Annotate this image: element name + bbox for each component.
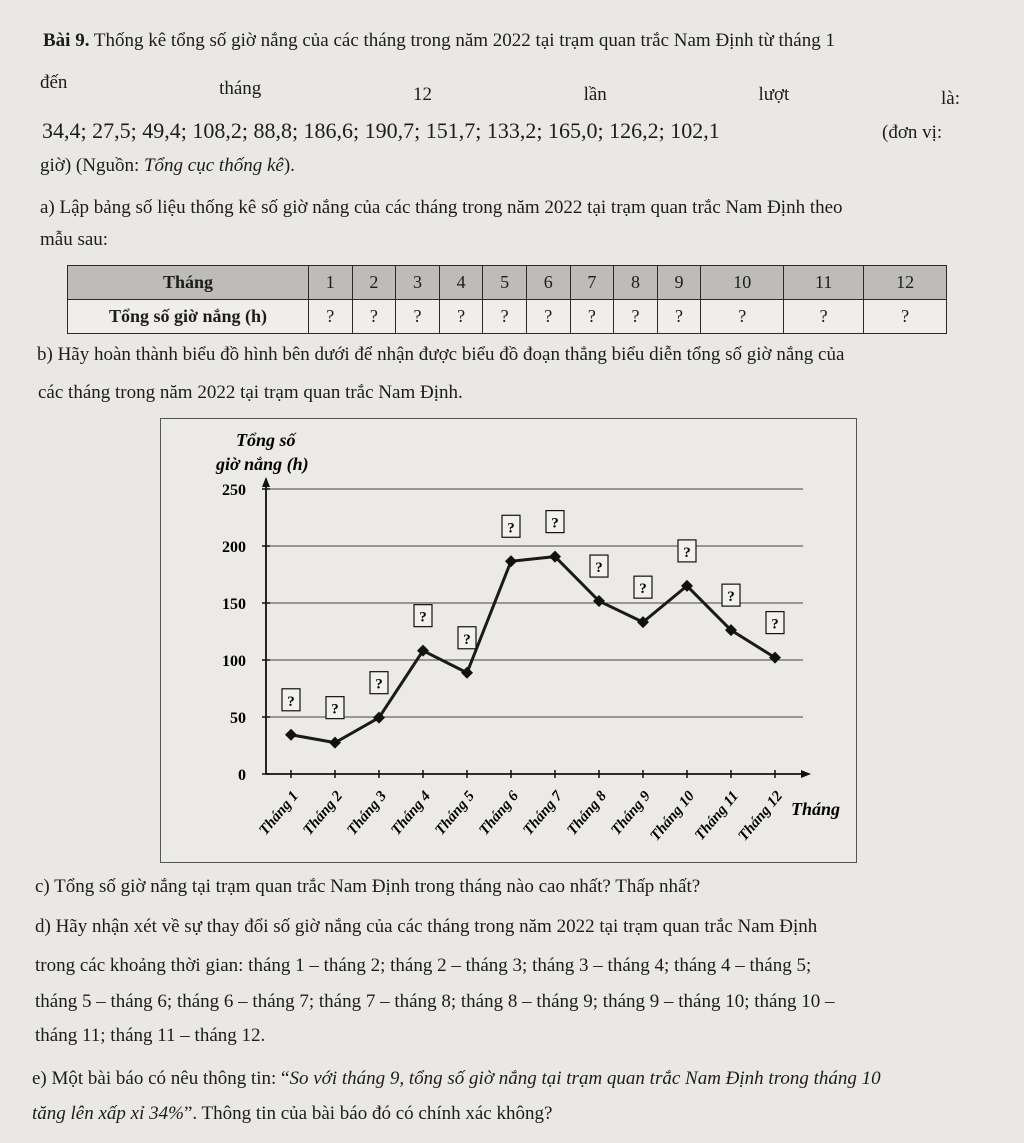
x-tick-label: Tháng 12 [735,788,787,845]
data-point [461,667,473,679]
y-tick-label: 150 [222,596,246,613]
table-cell-hours: ? [864,300,947,334]
table-cell-hours: ? [701,300,784,334]
values-line [42,118,720,144]
x-tick-label: Tháng 1 [256,788,303,839]
part-e-line-1 [32,1068,881,1090]
table-cell-month: 12 [864,266,947,300]
table-cell-month: 7 [570,266,614,300]
line-chart [160,418,857,863]
data-point [505,555,517,567]
table-row-hours [68,300,947,334]
data-label: ? [463,631,471,648]
y-axis-arrow [262,477,270,487]
x-tick-label: Tháng 6 [476,788,523,839]
table-cell-hours: ? [352,300,396,334]
x-tick-label: Tháng 11 [692,788,743,844]
unit-text: (đơn vị: [882,122,943,143]
table-cell-month: 2 [352,266,396,300]
table-cell-month: 5 [483,266,527,300]
intro-word: là: [940,88,960,109]
x-tick-label: Tháng 9 [608,788,655,839]
table-row-months [68,266,947,300]
line-chart-svg [161,419,856,862]
part-d-line-2: trong các khoảng thời gian: tháng 1 – tháng 2; tháng 2 – tháng 3; tháng 3 – tháng 4; tháng 4 – tháng 5; [35,955,812,976]
table-header-month: Tháng [68,266,309,300]
part-e-line-2 [32,1103,552,1125]
y-axis-label-2: giờ nắng (h) [216,454,309,474]
x-tick-label: Tháng 2 [300,788,347,839]
intro-word: tháng [219,78,262,99]
table-cell-month: 4 [439,266,483,300]
part-a-line-1: a) Lập bảng số liệu thống kê số giờ nắng của các tháng trong năm 2022 tại trạm quan trắc Nam Định theo [40,197,843,218]
part-e-quote-1: So với tháng 9, tổng số giờ nắng tại trạm quan trắc Nam Định trong tháng 10 [289,1068,881,1089]
part-d-line-1: d) Hãy nhận xét về sự thay đổi số giờ nắng của các tháng trong năm 2022 tại trạm quan trắc Nam Định [35,916,818,937]
source-suffix: ). [283,155,295,176]
table-header-hours: Tổng số giờ nắng (h) [68,300,309,334]
x-axis-arrow [801,770,811,778]
intro-line-1 [43,30,835,52]
data-label: ? [331,701,339,718]
source-prefix: giờ) (Nguồn: [40,155,144,176]
table-cell-month: 6 [526,266,570,300]
data-label: ? [419,609,427,626]
y-tick-label: 200 [222,539,246,556]
table-cell-month: 11 [784,266,864,300]
table-cell-hours: ? [439,300,483,334]
source-line [40,155,295,177]
data-label: ? [375,676,383,693]
part-d-line-4: tháng 11; tháng 11 – tháng 12. [35,1025,266,1046]
table-cell-month: 8 [614,266,658,300]
table-cell-hours: ? [570,300,614,334]
intro-word: lượt [758,84,790,105]
data-label: ? [639,581,647,598]
x-tick-label: Tháng 5 [432,788,479,839]
data-label: ? [595,560,603,577]
intro-word: 12 [412,84,432,105]
part-c: c) Tổng số giờ nắng tại trạm quan trắc Nam Định trong tháng nào cao nhất? Thấp nhất? [35,876,701,897]
y-tick-label: 100 [222,653,246,670]
data-label: ? [551,515,559,532]
table-cell-hours: ? [657,300,701,334]
x-tick-label: Tháng 4 [388,788,435,839]
sunshine-values: 34,4; 27,5; 49,4; 108,2; 88,8; 186,6; 190,7; 151,7; 133,2; 165,0; 126,2; 102,1 [42,118,720,143]
part-e-suffix: ”. Thông tin của bài báo đó có chính xác không? [183,1103,553,1124]
intro-line-2 [40,72,960,109]
data-point [285,729,297,741]
part-e-quote-2: tăng lên xấp xỉ 34% [32,1103,184,1124]
series-line [291,557,775,743]
data-label: ? [683,544,691,561]
data-label: ? [771,616,779,633]
x-tick-label: Tháng 3 [344,788,391,839]
y-axis-label-1: Tổng số [236,430,296,450]
x-tick-label: Tháng 7 [520,788,567,839]
table-cell-hours: ? [309,300,353,334]
x-axis-label: Tháng [791,799,841,819]
problem-title: Bài 9. [43,30,90,51]
table-cell-month: 9 [657,266,701,300]
table-cell-hours: ? [483,300,527,334]
data-label: ? [507,520,515,537]
source-name: Tổng cục thống kê [143,155,284,176]
y-tick-label: 0 [238,767,246,784]
table-cell-hours: ? [784,300,864,334]
y-tick-label: 50 [230,710,246,727]
intro-word: lần [583,84,607,105]
statistics-table [67,265,947,334]
table-cell-month: 1 [309,266,353,300]
table-cell-hours: ? [614,300,658,334]
x-tick-label: Tháng 10 [647,788,699,845]
x-tick-label: Tháng 8 [564,788,611,839]
table-cell-hours: ? [396,300,440,334]
table-cell-hours: ? [526,300,570,334]
part-a-line-2: mẫu sau: [40,229,109,250]
y-tick-label: 250 [222,482,246,499]
intro-word: đến [40,72,68,93]
table-cell-month: 3 [396,266,440,300]
part-b-line-1: b) Hãy hoàn thành biểu đồ hình bên dưới để nhận được biểu đồ đoạn thẳng biểu diễn tổng số giờ nắng của [37,344,845,365]
data-point [329,737,341,749]
part-e-prefix: e) Một bài báo có nêu thông tin: “ [32,1068,290,1089]
table-cell-month: 10 [701,266,784,300]
part-b-line-2: các tháng trong năm 2022 tại trạm quan trắc Nam Định. [38,382,463,403]
part-d-line-3: tháng 5 – tháng 6; tháng 6 – tháng 7; tháng 7 – tháng 8; tháng 8 – tháng 9; tháng 9 – tháng 10; tháng 10 – [35,991,835,1012]
data-label: ? [287,693,295,710]
intro-text-1: Thống kê tổng số giờ nắng của các tháng trong năm 2022 tại trạm quan trắc Nam Định từ tháng 1 [93,30,835,51]
data-label: ? [727,589,735,606]
